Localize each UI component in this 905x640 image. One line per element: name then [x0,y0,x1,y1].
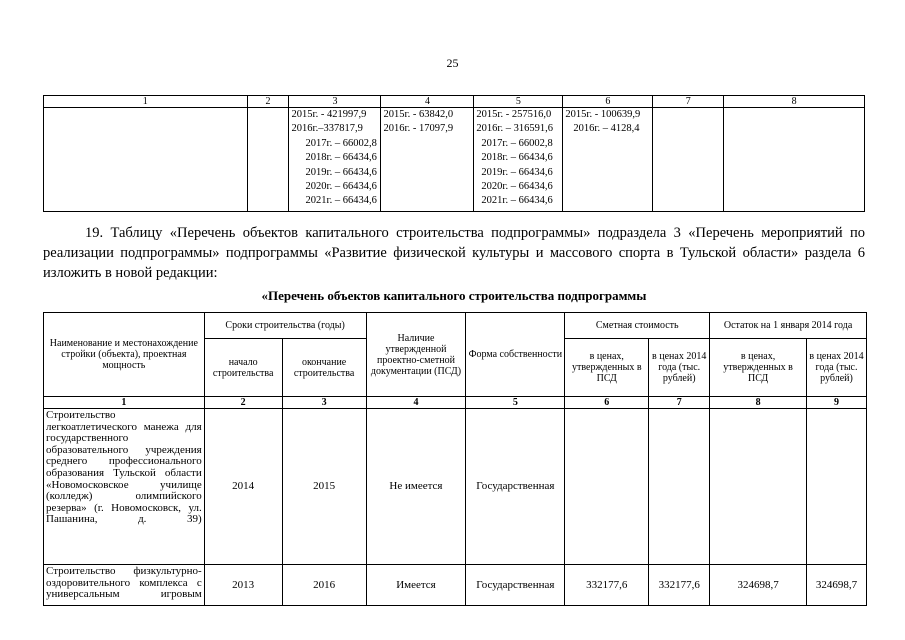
table-row [44,565,867,606]
psd-status: Имеется [366,565,466,606]
header-psd: Наличие утвержденной проектно-сметной документации (ПСД) [366,313,466,397]
column-number: 6 [563,96,653,108]
object-name: Строительство легкоатлетического манежа для государственного образовательного учреждения среднего профессионального образования Тульской области «Новомосковское училище (колледж) олимпийского резерва» (г. Новомосковск, ул. Пашанина, д. 39) [44,409,205,565]
table-title: «Перечень объектов капитального строительства подпрограммы [261,288,647,303]
column-number: 1 [44,397,205,409]
continuation-cell-col5 [474,108,563,212]
table-row [44,409,867,565]
continuation-cell-empty [724,108,865,212]
year-value: 2021г. – 66434,6 [305,195,377,207]
year-value: 2015г. - 421997,9 [291,109,367,120]
column-number: 5 [474,96,563,108]
year-value: 2018г. – 66434,6 [481,152,553,164]
header-start: начало строительства [204,339,282,397]
continuation-cell-empty [44,108,248,212]
page-number: 25 [446,56,459,70]
column-number: 4 [366,397,466,409]
year-value: 2017г. – 66002,8 [305,137,377,149]
column-number: 9 [807,397,867,409]
amendment-text: 19. Таблицу «Перечень объектов капитального строительства подпрограммы» подраздела 3 «Перечень мероприятий по реализации подпрограммы» подпрограммы «Развитие физической культуры и массового спорта в Тульской области» раздела 6 изложить в новой редакции: [43,225,865,281]
header-ownership: Форма собственности [466,313,565,397]
column-number: 6 [565,397,649,409]
year-value: 2020г. – 66434,6 [481,180,553,192]
year-value: 2016г. – 316591,6 [476,123,554,135]
psd-status: Не имеется [366,409,466,565]
continuation-cell-col6 [563,108,653,212]
year-value: 2016г.–337817,9 [291,123,363,135]
continuation-cell-empty [653,108,724,212]
start-year: 2013 [204,565,282,606]
year-value: 2015г. - 257516,0 [476,109,552,120]
cost-psd [565,409,649,565]
cost-psd: 332177,6 [565,565,649,606]
object-name: Строительство физкультурно-оздоровительного комплекса с универсальным игровым [44,565,205,606]
header-balance: Остаток на 1 января 2014 года [710,313,867,339]
end-year: 2015 [282,409,366,565]
year-value: 2018г. – 66434,6 [305,152,377,164]
continuation-header-row [44,96,865,108]
year-value: 2021г. – 66434,6 [481,195,553,207]
column-number: 3 [289,96,381,108]
continuation-cell-col4 [381,108,474,212]
header-estimated-cost: Сметная стоимость [565,313,710,339]
column-number: 2 [247,96,289,108]
column-number: 2 [204,397,282,409]
continuation-cell-empty [247,108,289,212]
column-number: 8 [724,96,865,108]
year-value: 2020г. – 66434,6 [305,180,377,192]
header-row-1 [44,313,867,339]
continuation-cell-col3 [289,108,381,212]
header-cost-psd: в ценах, утвержденных в ПСД [565,339,649,397]
column-number: 7 [649,397,710,409]
continuation-data-row [44,108,865,212]
cost-2014 [649,409,710,565]
year-value: 2017г. – 66002,8 [481,137,553,149]
column-number: 8 [710,397,807,409]
column-number: 3 [282,397,366,409]
year-value: 2015г. - 100639,9 [565,109,641,120]
ownership-form: Государственная [466,565,565,606]
year-value: 2019г. – 66434,6 [305,166,377,178]
header-balance-psd: в ценах, утвержденных в ПСД [710,339,807,397]
amendment-paragraph [43,223,865,283]
balance-psd [710,409,807,565]
header-cost-2014: в ценах 2014 года (тыс. рублей) [649,339,710,397]
capital-construction-table [43,312,867,606]
column-number: 5 [466,397,565,409]
ownership-form: Государственная [466,409,565,565]
header-balance-2014: в ценах 2014 года (тыс. рублей) [807,339,867,397]
balance-2014 [807,409,867,565]
start-year: 2014 [204,409,282,565]
column-number: 7 [653,96,724,108]
year-value: 2015г. - 63842,0 [383,109,454,120]
cost-2014: 332177,6 [649,565,710,606]
continuation-table [43,95,865,212]
year-value: 2016г. - 17097,9 [383,123,454,135]
header-name: Наименование и местонахождение стройки (объекта), проектная мощность [44,313,205,397]
header-terms: Сроки строительства (годы) [204,313,366,339]
column-number: 4 [381,96,474,108]
balance-psd: 324698,7 [710,565,807,606]
balance-2014: 324698,7 [807,565,867,606]
header-end: окончание строительства [282,339,366,397]
column-number: 1 [44,96,248,108]
year-value: 2019г. – 66434,6 [481,166,553,178]
end-year: 2016 [282,565,366,606]
year-value: 2016г. – 4128,4 [573,123,640,135]
column-numbers-row [44,397,867,409]
